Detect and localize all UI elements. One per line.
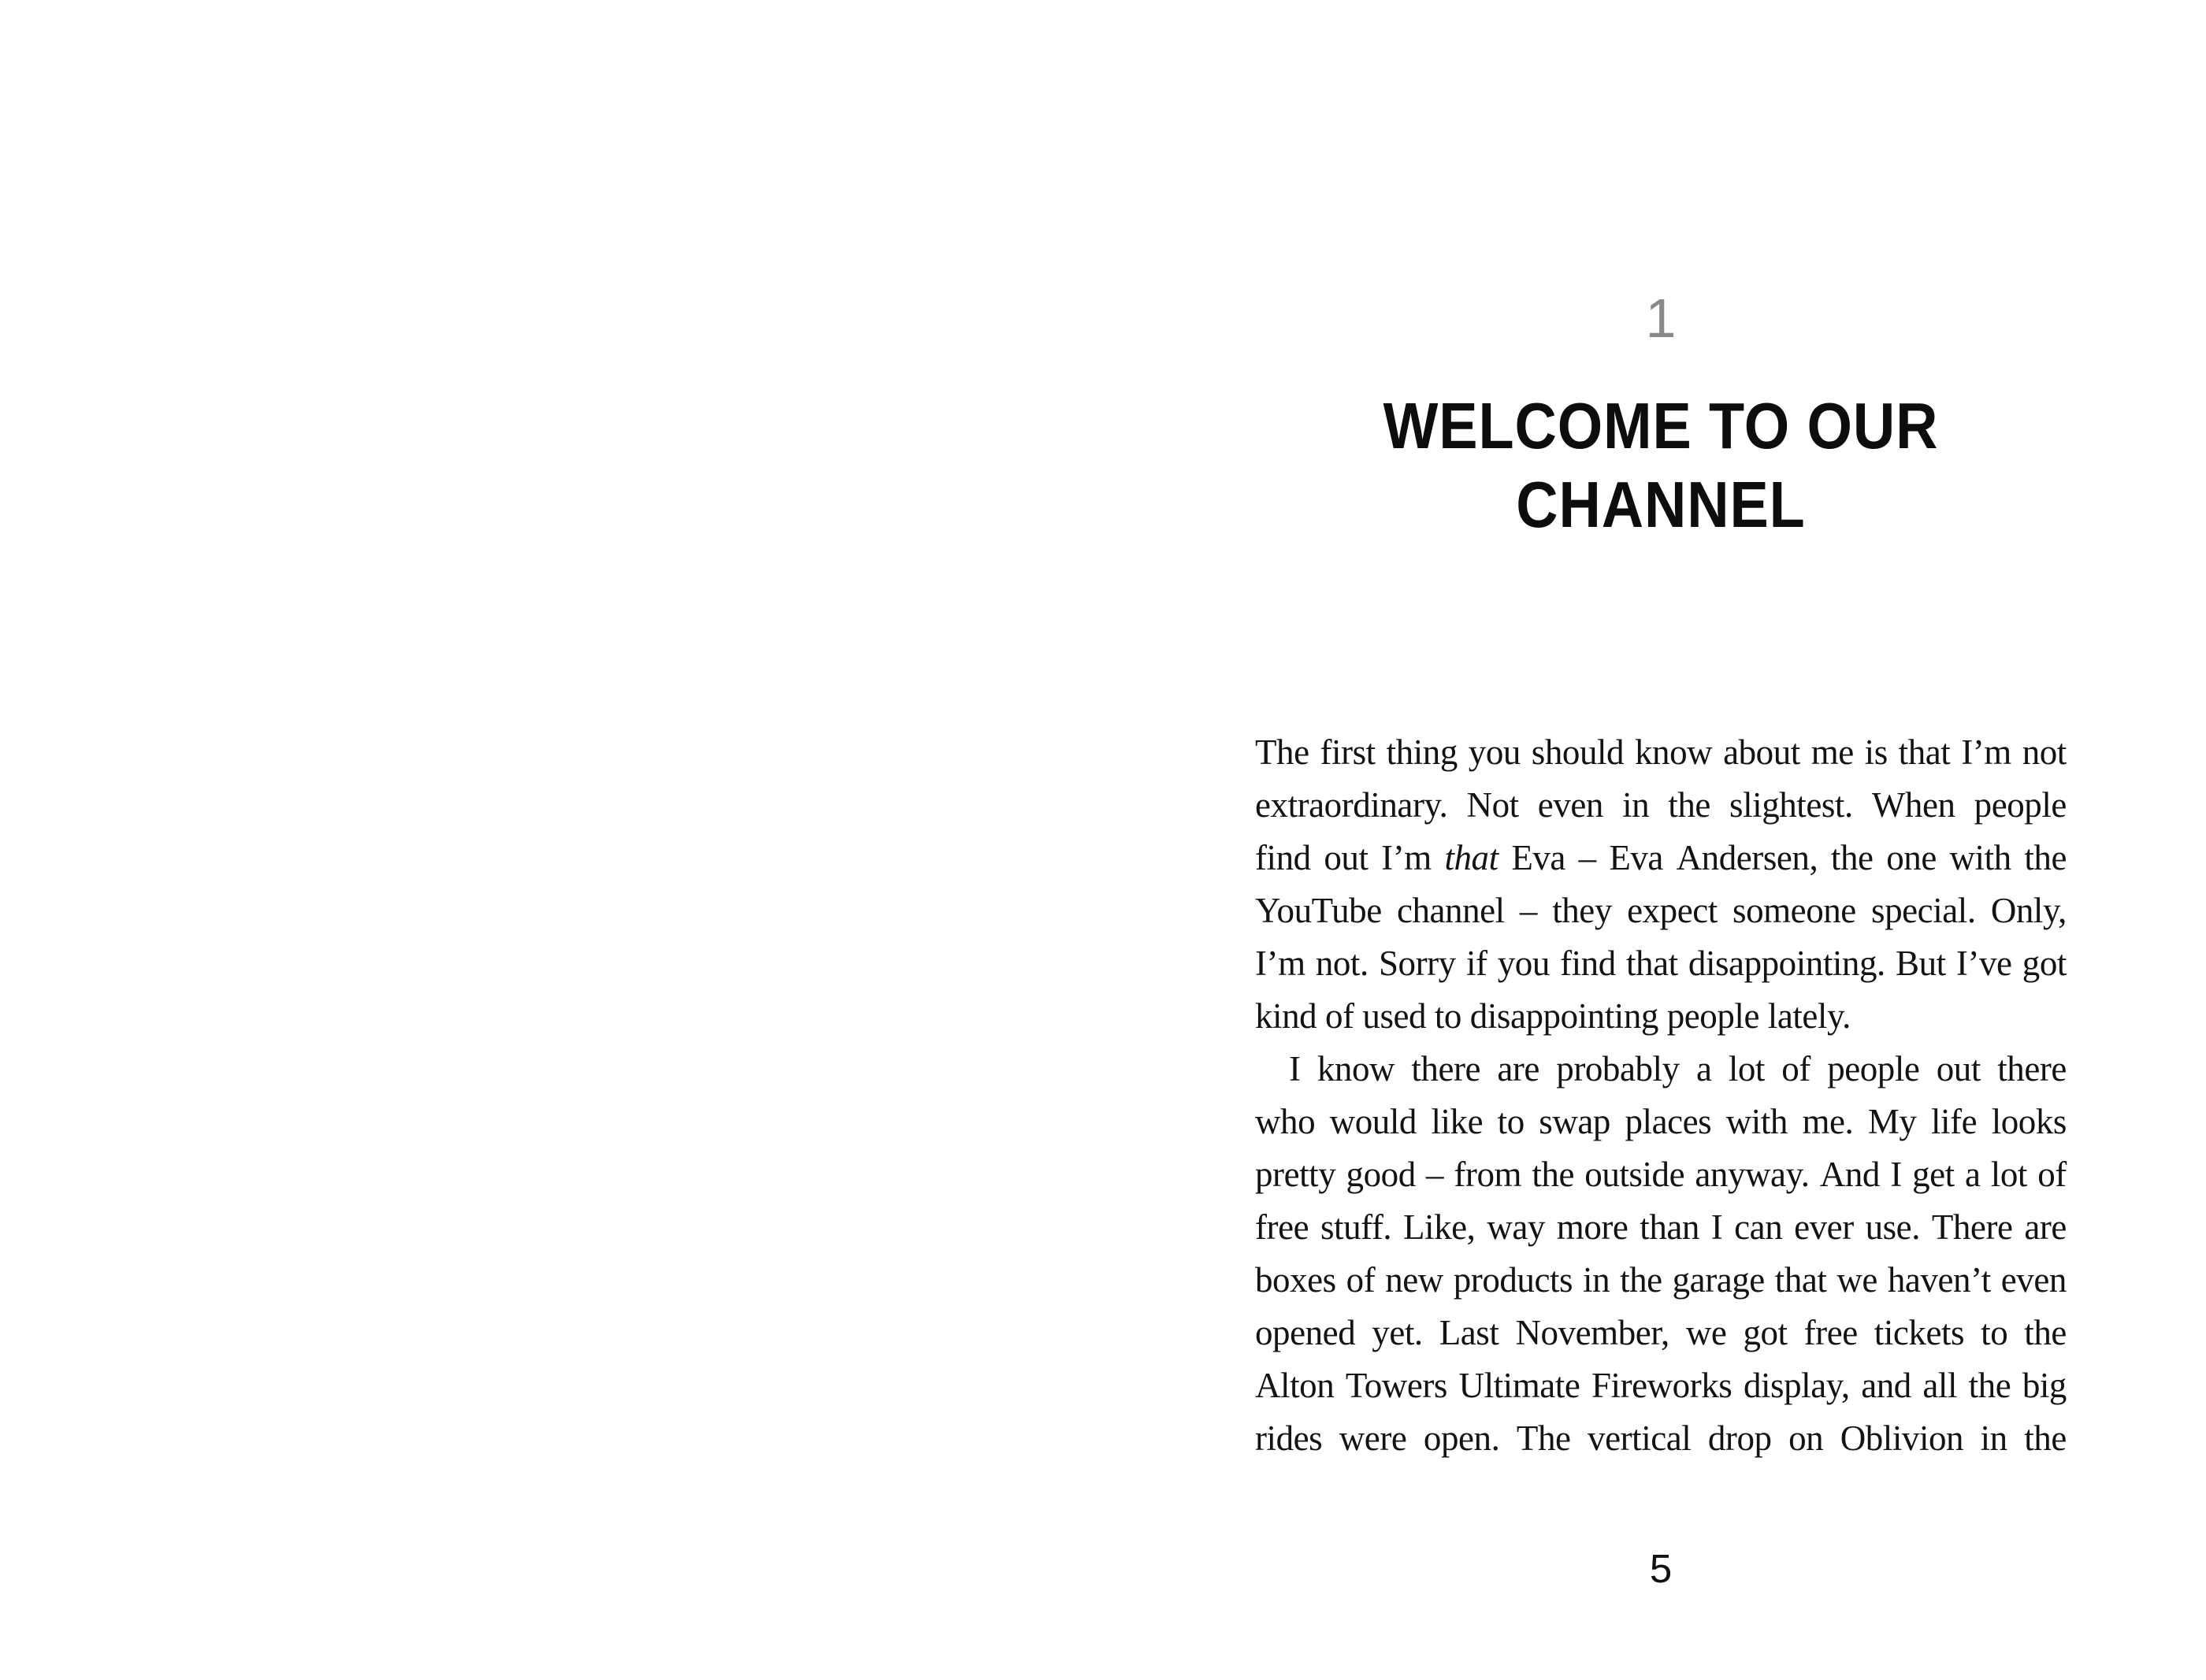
- paragraph-1: [1255, 726, 2067, 1043]
- word: probably: [1556, 1049, 1680, 1088]
- word: if: [1465, 944, 1487, 983]
- word: would: [1329, 1102, 1417, 1141]
- word: not: [2022, 732, 2067, 772]
- page-number: 5: [1649, 1546, 1673, 1591]
- text-line: [1255, 832, 2067, 885]
- word: out: [1324, 838, 1369, 877]
- word: ever: [1794, 1207, 1854, 1247]
- word: But: [1896, 944, 1946, 983]
- paragraph-2: [1255, 1043, 2067, 1465]
- word: than: [1640, 1207, 1699, 1247]
- word: lot: [1990, 1155, 2027, 1194]
- word: free: [1255, 1207, 1309, 1247]
- word: of: [1346, 1260, 1376, 1300]
- word: the: [1830, 838, 1874, 877]
- word: from: [1454, 1155, 1522, 1194]
- word: garage: [1672, 1260, 1765, 1300]
- word: Fireworks: [1591, 1366, 1732, 1405]
- text-line: [1255, 1254, 2067, 1307]
- word: –: [1578, 838, 1596, 877]
- word: find: [1255, 838, 1311, 877]
- text-line: kind of used to disappointing people lately.: [1255, 996, 1851, 1036]
- word: should: [1531, 732, 1625, 772]
- chapter-title-line-2: CHANNEL: [1516, 468, 1806, 541]
- word: Towers: [1345, 1366, 1447, 1405]
- word: products: [1453, 1260, 1573, 1300]
- word: And: [1819, 1155, 1880, 1194]
- word: even: [2000, 1260, 2067, 1300]
- word: swap: [1539, 1102, 1610, 1141]
- word: yet.: [1372, 1313, 1423, 1352]
- word: haven’t: [1887, 1260, 1991, 1300]
- word: I: [1710, 1207, 1723, 1247]
- word: you: [1497, 944, 1550, 983]
- word: vertical: [1588, 1419, 1692, 1458]
- word: get: [1912, 1155, 1955, 1194]
- word: My: [1867, 1102, 1917, 1141]
- word: disappointing.: [1688, 944, 1885, 983]
- text-line: [1255, 726, 2067, 779]
- word: Andersen,: [1676, 838, 1818, 877]
- word: all: [1922, 1366, 1958, 1405]
- word: November,: [1515, 1313, 1669, 1352]
- word: like: [1431, 1102, 1484, 1141]
- word: in: [1583, 1260, 1610, 1300]
- word: someone: [1732, 891, 1856, 930]
- chapter-title-line-1: WELCOME TO OUR: [1383, 389, 1939, 462]
- word: in: [1980, 1419, 2007, 1458]
- word: open.: [1423, 1419, 1500, 1458]
- word: I’ve: [1955, 944, 2012, 983]
- word: The: [1516, 1419, 1571, 1458]
- word: the: [1532, 1155, 1574, 1194]
- word: not.: [1315, 944, 1369, 983]
- word: more: [1556, 1207, 1629, 1247]
- word: one: [1886, 838, 1937, 877]
- word: that: [1444, 838, 1499, 877]
- word: got: [1743, 1313, 1788, 1352]
- word: When: [1871, 785, 1955, 825]
- word: people: [1827, 1049, 1920, 1088]
- word: extraordinary.: [1255, 785, 1448, 825]
- word: places: [1625, 1102, 1712, 1141]
- word: life: [1931, 1102, 1978, 1141]
- word: the: [2024, 838, 2067, 877]
- word: new: [1385, 1260, 1443, 1300]
- body-text: [1255, 726, 2067, 1465]
- word: way: [1487, 1207, 1545, 1247]
- word: the: [1968, 1366, 2011, 1405]
- word: we: [1836, 1260, 1877, 1300]
- word: The: [1255, 732, 1309, 772]
- word: good: [1346, 1155, 1416, 1194]
- text-line: [1255, 1043, 2067, 1096]
- chapter-number: 1: [1645, 287, 1677, 349]
- word: is: [1864, 732, 1888, 772]
- word: slightest.: [1729, 785, 1853, 825]
- word: there: [1997, 1049, 2067, 1088]
- word: and: [1861, 1366, 1911, 1405]
- word: to: [1497, 1102, 1525, 1141]
- word: free: [1803, 1313, 1858, 1352]
- word: I’m: [1381, 838, 1432, 877]
- word: me: [1810, 732, 1854, 772]
- word: display,: [1743, 1366, 1850, 1405]
- word: know: [1317, 1049, 1395, 1088]
- word: boxes: [1255, 1260, 1336, 1300]
- word: pretty: [1255, 1155, 1336, 1194]
- word: YouTube: [1255, 891, 1382, 930]
- word: drop: [1707, 1419, 1772, 1458]
- word: that: [1626, 944, 1678, 983]
- text-line: [1255, 1307, 2067, 1359]
- word: you: [1468, 732, 1521, 772]
- word: a: [1964, 1155, 1981, 1194]
- word: were: [1339, 1419, 1407, 1458]
- word: can: [1734, 1207, 1783, 1247]
- word: big: [2022, 1366, 2067, 1405]
- word: opened: [1255, 1313, 1356, 1352]
- word: of: [1781, 1049, 1810, 1088]
- word: find: [1560, 944, 1616, 983]
- word: the: [2024, 1419, 2067, 1458]
- word: on: [1788, 1419, 1824, 1458]
- text-line: [1255, 1201, 2067, 1254]
- word: the: [2024, 1313, 2067, 1352]
- word: Only,: [1990, 891, 2067, 930]
- word: who: [1255, 1102, 1316, 1141]
- word: they: [1552, 891, 1612, 930]
- text-line: [1255, 1148, 2067, 1201]
- word: channel: [1396, 891, 1505, 930]
- word: even: [1537, 785, 1603, 825]
- word: out: [1936, 1049, 1981, 1088]
- word: Eva: [1511, 838, 1565, 877]
- word: I’m: [1961, 732, 2011, 772]
- word: tickets: [1874, 1313, 1965, 1352]
- word: Not: [1466, 785, 1519, 825]
- word: to: [1981, 1313, 2008, 1352]
- text-line: [1255, 885, 2067, 937]
- word: about: [1723, 732, 1800, 772]
- word: thing: [1386, 732, 1458, 772]
- word: Ultimate: [1458, 1366, 1580, 1405]
- word: a: [1695, 1049, 1712, 1088]
- word: Sorry: [1378, 944, 1456, 983]
- text-line: [1255, 1096, 2067, 1148]
- chapter-title: [1300, 387, 2022, 544]
- word: Last: [1439, 1313, 1499, 1352]
- word: looks: [1991, 1102, 2067, 1141]
- word: use.: [1865, 1207, 1920, 1247]
- word: outside: [1584, 1155, 1685, 1194]
- word: There: [1931, 1207, 2013, 1247]
- word: –: [1519, 891, 1537, 930]
- word: there: [1411, 1049, 1481, 1088]
- word: the: [1620, 1260, 1662, 1300]
- word: expect: [1627, 891, 1718, 930]
- word: –: [1426, 1155, 1444, 1194]
- word: stuff.: [1320, 1207, 1392, 1247]
- word: I: [1289, 1049, 1301, 1088]
- word: anyway.: [1695, 1155, 1810, 1194]
- word: with: [1725, 1102, 1788, 1141]
- word: Alton: [1255, 1366, 1335, 1405]
- word: people: [1974, 785, 2067, 825]
- word: Like,: [1403, 1207, 1476, 1247]
- word: are: [2024, 1207, 2067, 1247]
- word: are: [1497, 1049, 1539, 1088]
- word: the: [1668, 785, 1710, 825]
- word: know: [1635, 732, 1713, 772]
- text-line: [1255, 1412, 2067, 1465]
- text-line: [1255, 779, 2067, 832]
- word: got: [2022, 944, 2067, 983]
- word: I: [1890, 1155, 1902, 1194]
- word: in: [1622, 785, 1650, 825]
- word: I’m: [1255, 944, 1305, 983]
- word: we: [1685, 1313, 1727, 1352]
- word: first: [1320, 732, 1376, 772]
- word: special.: [1871, 891, 1976, 930]
- word: of: [2037, 1155, 2067, 1194]
- text-line: [1255, 1359, 2067, 1412]
- word: that: [1774, 1260, 1827, 1300]
- word: me.: [1802, 1102, 1854, 1141]
- word: that: [1898, 732, 1951, 772]
- text-line: [1255, 937, 2067, 990]
- word: lot: [1728, 1049, 1765, 1088]
- word: with: [1949, 838, 2011, 877]
- word: Eva: [1609, 838, 1663, 877]
- word: rides: [1255, 1419, 1323, 1458]
- word: Oblivion: [1840, 1419, 1964, 1458]
